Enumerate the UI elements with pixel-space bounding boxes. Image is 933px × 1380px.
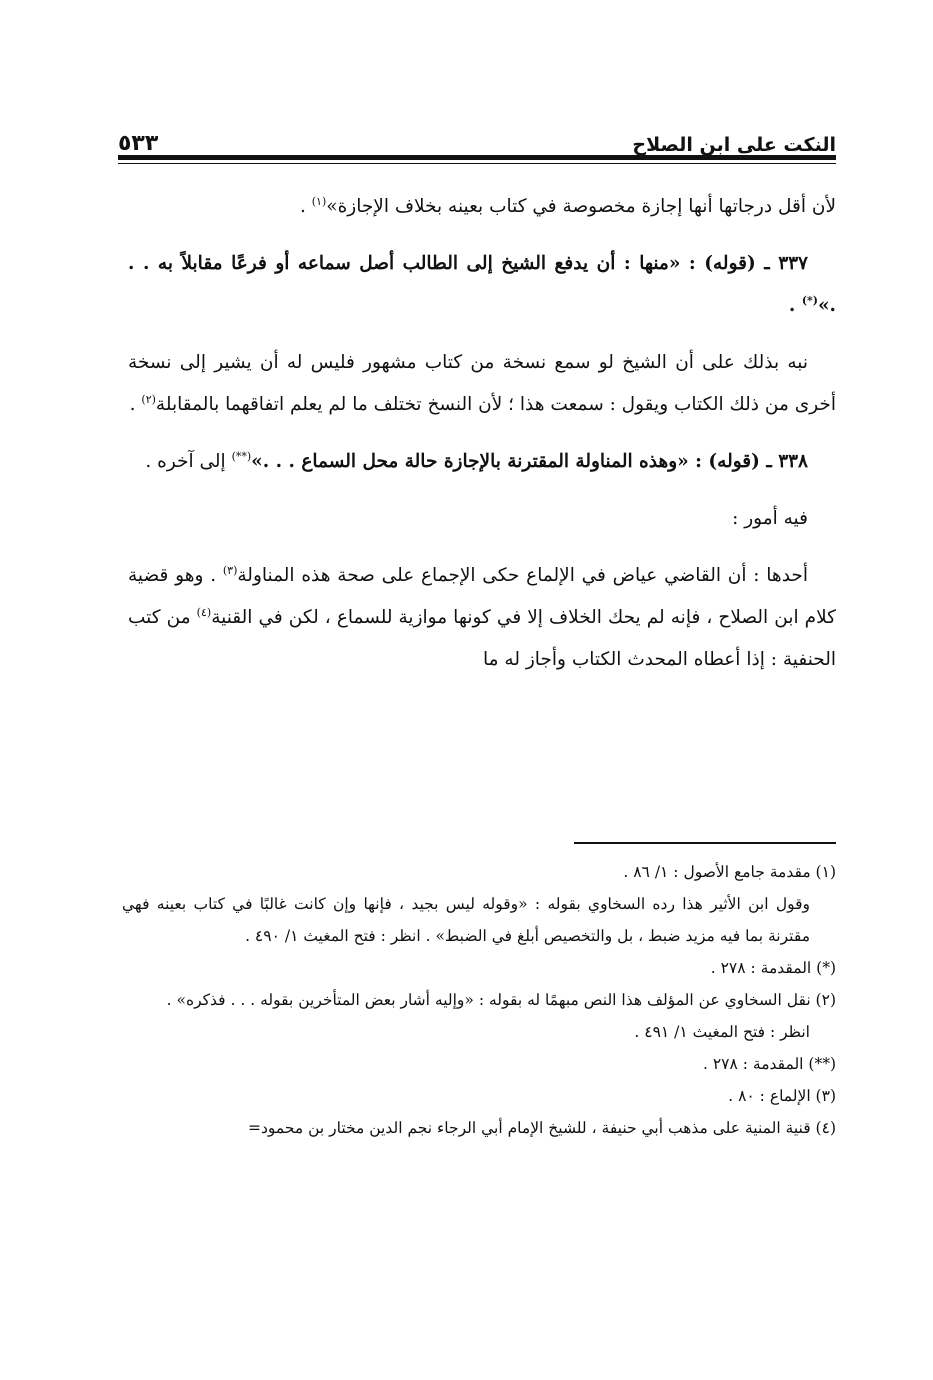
- running-header: [118, 112, 836, 156]
- footnote-separator: [574, 842, 836, 844]
- footnote-ref-double-star: (**): [231, 449, 252, 463]
- footnote-star-1: (*) المقدمة : ٢٧٨ .: [710, 959, 836, 977]
- footnote-4: (٤) قنية المنية على مذهب أبي حنيفة ، للشيخ الإمام أبي الرجاء نجم الدين مختار بن محمود=: [248, 1119, 836, 1137]
- footnotes: [122, 856, 836, 1144]
- main-text: [128, 186, 836, 696]
- header-rule-thin: [118, 163, 836, 164]
- paragraph-3: نبه بذلك على أن الشيخ لو سمع نسخة من كتاب مشهور فليس له أن يشير إلى نسخة أخرى من ذلك الكتاب ويقول : سمعت هذا ؛ لأن النسخ تختلف ما لم يعلم اتفاقهما بالمقابلة$^{(٢)}$ .: [128, 352, 836, 415]
- page-number: ٥٣٣: [118, 131, 159, 156]
- header-rule-thick: [118, 155, 836, 160]
- footnote-ref-3: (٣): [222, 563, 238, 577]
- book-title: النكت على ابن الصلاح: [632, 134, 836, 156]
- footnote-ref-1: (١): [311, 194, 327, 208]
- paragraph-1: لأن أقل درجاتها أنها إجازة مخصوصة في كتاب بعينه بخلاف الإجازة»$^{(١)}$ .: [299, 194, 836, 217]
- paragraph-337: ٣٣٧ ـ (قوله) : «منها : أن يدفع الشيخ إلى الطالب أصل سماعه أو فرعًا مقابلاً به . . .»(*) .: [128, 253, 836, 316]
- paragraph-5: فيه أمور :: [732, 508, 808, 529]
- footnote-1-continuation: وقول ابن الأثير هذا رده السخاوي بقوله : «وقوله ليس بجيد ، فإنها وإن كانت غالبًا في كتاب بعينه فهي مقترنة بما فيه مزيد ضبط ، بل والتخصيص أبلغ في الضبط» . انظر : فتح المغيث ١/ ٤٩٠ .: [122, 895, 810, 945]
- footnote-2-continuation: انظر : فتح المغيث ١/ ٤٩١ .: [634, 1023, 810, 1041]
- footnote-3: (٣) الإلماع : ٨٠ .: [728, 1087, 836, 1105]
- footnote-ref-star: (*): [801, 293, 818, 307]
- footnote-1: (١) مقدمة جامع الأصول : ١/ ٨٦ .: [623, 863, 836, 881]
- footnote-ref-4: (٤): [196, 605, 212, 619]
- footnote-ref-2: (٢): [141, 392, 156, 406]
- paragraph-6: أحدها : أن القاضي عياض في الإلماع حكى الإجماع على صحة هذه المناولة$^{(٣)}$ . وهو قضية كلام ابن الصلاح ، فإنه لم يحك الخلاف إلا في كونها موازية للسماع ، لكن في القنية$^{(٤)}$ من كتب الحنفية : إذا أعطاه المحدث الكتاب وأجاز له ما: [128, 563, 836, 670]
- footnote-2: (٢) نقل السخاوي عن المؤلف هذا النص مبهمًا له بقوله : «وإليه أشار بعض المتأخرين بقوله . . . فذكره» .: [166, 991, 836, 1009]
- paragraph-338: ٣٣٨ ـ (قوله) : «وهذه المناولة المقترنة بالإجازة حالة محل السماع . . .»(**) إلى آخره .: [145, 449, 808, 472]
- footnote-star-2: (**) المقدمة : ٢٧٨ .: [702, 1055, 836, 1073]
